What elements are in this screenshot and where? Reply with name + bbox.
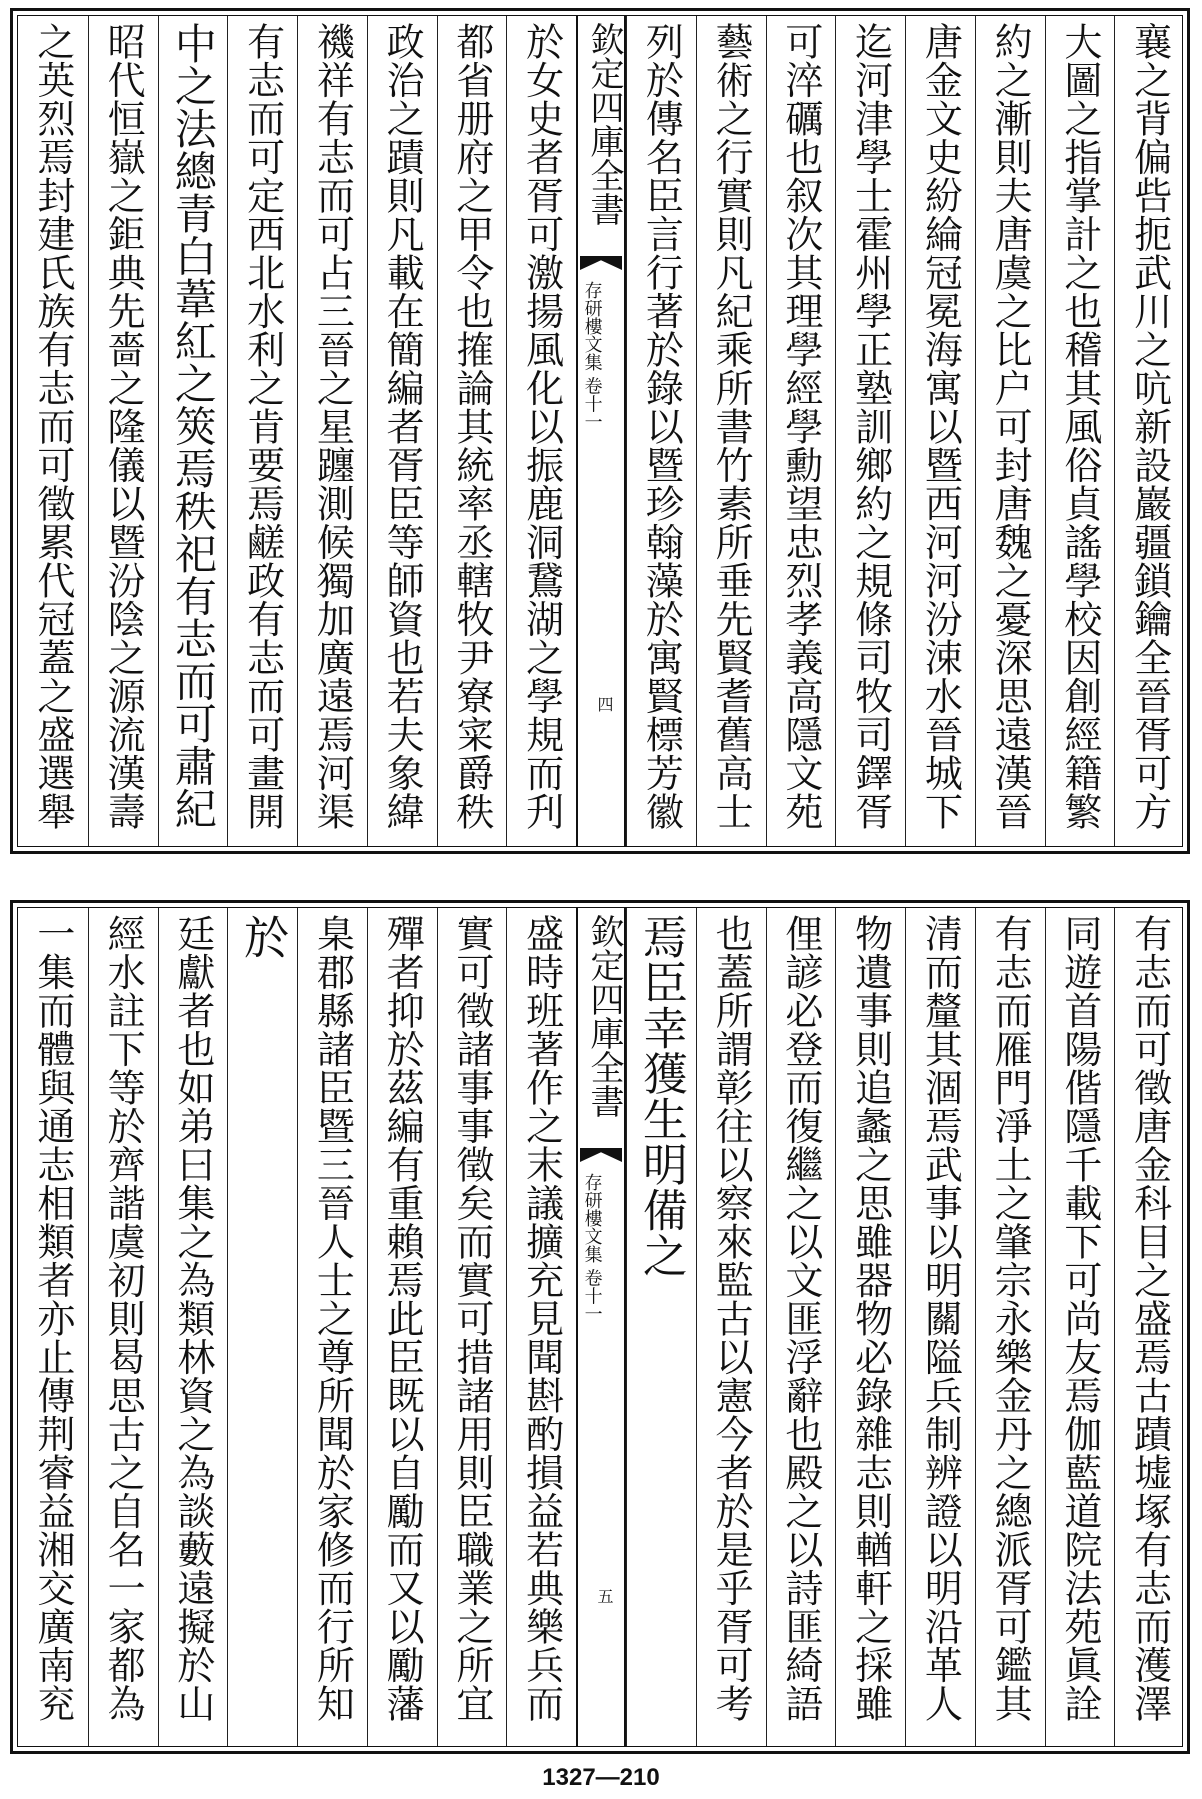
bottom-page-text-column <box>158 908 228 1746</box>
top-page-leaf-number: 四 <box>595 696 614 712</box>
bottom-page-column-text: 俚諺必登而復繼之以文匪浮辭也殿之以詩匪綺語 <box>778 914 823 1723</box>
bottom-page-text-column <box>835 908 905 1746</box>
top-page-column-text: 昭代恒嶽之鉅典先嗇之隆儀以暨汾陰之源流漢壽 <box>101 22 146 831</box>
bottom-page-text-column <box>506 908 576 1746</box>
top-page-text-column <box>88 16 158 846</box>
bottom-page-column-text: 有志而可徵唐金科目之盛焉古蹟墟塚有志而濩澤 <box>1127 914 1172 1723</box>
top-page-text-column <box>766 16 836 846</box>
top-page-column-text: 可淬礪也叙次其理學經學勳望忠烈孝義高隱文苑 <box>778 22 823 831</box>
bottom-page <box>10 900 1190 1754</box>
top-page-text-column <box>506 16 576 846</box>
top-page-column-text: 政治之蹟則凡載在簡編者胥臣等師資也若夫象緯 <box>380 22 425 831</box>
top-page-column-text: 迄河津學士霍州學正塾訓鄉約之規條司牧司鐸胥 <box>848 22 893 831</box>
top-page-center-strip <box>576 16 626 846</box>
top-page-column-text: 襄之背偏呰扼武川之吭新設巖疆鎖鑰全晉胥可方 <box>1127 22 1172 831</box>
top-page-text-column <box>905 16 975 846</box>
top-page-column-text: 都省册府之甲令也搉論其統率丞轄牧尹寮寀爵秩 <box>449 22 494 831</box>
bottom-page-text-column <box>88 908 158 1746</box>
top-page-text-column <box>1114 16 1184 846</box>
bottom-page-column-text: 同遊首陽偕隱千載下可尚友焉伽藍道院法苑眞詮 <box>1057 914 1102 1723</box>
bottom-page-text-column <box>696 908 766 1746</box>
top-page-text-column <box>227 16 297 846</box>
bottom-page-column-text: 有志而雁門淨土之肇宗永樂金丹之總派胥可鑑其 <box>988 914 1033 1723</box>
bottom-page-text-column <box>297 908 367 1746</box>
bottom-page-column-text: 物遺事則追蠡之思雖器物必錄雜志則輶軒之採雖 <box>848 914 893 1723</box>
bottom-page-column-text: 於 <box>236 914 290 960</box>
bottom-page-volume-label: 存研樓文集 卷十一 <box>581 1173 603 1323</box>
top-page-text-column <box>975 16 1045 846</box>
bottom-page-column-text: 臬郡縣諸臣暨三晉人士之尊所聞於家修而行所知 <box>310 914 355 1723</box>
top-page-column-text: 藝術之行實則凡紀乘所書竹素所垂先賢耆舊高士 <box>709 22 754 831</box>
top-page-column-text: 於女史者胥可激揚風化以振鹿洞鵞湖之學規而刋 <box>519 22 564 831</box>
top-page <box>10 8 1190 854</box>
bottom-page-fishtail-mark <box>580 1148 622 1162</box>
bottom-page-column-text: 也蓋所謂彰往以察來監古以憲今者於是乎胥可考 <box>709 914 754 1723</box>
top-page-fishtail-mark <box>580 256 622 270</box>
page-footer-number: 1327—210 <box>542 1764 660 1791</box>
bottom-page-column-text: 殫者抑於茲編有重賴焉此臣既以自勵而又以勵藩 <box>380 914 425 1723</box>
top-page-column-text: 大圖之指掌計之也稽其風俗貞謠學校因創經籍繁 <box>1057 22 1102 831</box>
bottom-page-text-column <box>1045 908 1115 1746</box>
bottom-page-book-title: 欽定四庫全書 <box>584 914 624 1118</box>
bottom-page-column-text: 廷獻者也如弟曰集之為類林資之為談藪遠擬於山 <box>170 914 215 1723</box>
bottom-page-column-text: 焉臣幸獲生明備之 <box>634 914 688 1278</box>
bottom-page-text-column <box>975 908 1045 1746</box>
top-page-text-column <box>1045 16 1115 846</box>
top-page-text-column <box>18 16 88 846</box>
bottom-page-column-text: 盛時班著作之末議擴充見聞斟酌損益若典樂兵而 <box>519 914 564 1723</box>
bottom-page-text-column <box>18 908 88 1746</box>
top-page-column-text: 禨祥有志而可占三晉之星躔測候獨加廣遠焉河渠 <box>310 22 355 831</box>
top-page-text-column <box>626 16 696 846</box>
top-page-column-text: 中之法總青白葦紅之筴焉秩祀有志而可肅紀 <box>168 22 218 830</box>
top-page-column-text: 之英烈焉封建氏族有志而可徵累代冠蓋之盛選舉 <box>30 22 75 831</box>
top-page-text-column <box>158 16 228 846</box>
top-page-text-column <box>367 16 437 846</box>
bottom-page-text-column <box>437 908 507 1746</box>
top-page-text-column <box>437 16 507 846</box>
bottom-page-text-column <box>367 908 437 1746</box>
bottom-page-column-text: 清而釐其涸焉武事以明關隘兵制辨證以明沿革人 <box>918 914 963 1723</box>
bottom-page-column-text: 經水註下等於齊諧虞初則曷思古之自名一家都為 <box>101 914 146 1723</box>
top-page-text-column <box>297 16 367 846</box>
bottom-page-text-column <box>766 908 836 1746</box>
top-page-volume-label: 存研樓文集 卷十一 <box>581 281 603 431</box>
bottom-page-center-strip <box>576 908 626 1746</box>
top-page-column-text: 約之漸則夫唐虞之比户可封唐魏之憂深思遠漢晉 <box>988 22 1033 831</box>
bottom-page-column-text: 實可徵諸事事徵矣而實可措諸用則臣職業之所宜 <box>449 914 494 1723</box>
top-page-text-column <box>696 16 766 846</box>
top-page-column-text: 有志而可定西北水利之肯要焉鹺政有志而可畫開 <box>240 22 285 831</box>
top-page-book-title: 欽定四庫全書 <box>584 22 624 226</box>
bottom-page-leaf-number: 五 <box>595 1588 614 1604</box>
bottom-page-text-column <box>1114 908 1184 1746</box>
top-page-column-text: 列於傳名臣言行著於錄以暨珍翰藻於寓賢標芳徽 <box>639 22 684 831</box>
top-page-column-text: 唐金文史紛綸冠冕海寓以暨西河河汾涑水晉城下 <box>918 22 963 831</box>
bottom-page-column-text: 一集而體與通志相類者亦止傳荆睿益湘交廣南兖 <box>30 914 75 1723</box>
bottom-page-text-column <box>905 908 975 1746</box>
top-page-text-column <box>835 16 905 846</box>
bottom-page-text-column <box>227 908 297 1746</box>
bottom-page-text-column <box>626 908 696 1746</box>
